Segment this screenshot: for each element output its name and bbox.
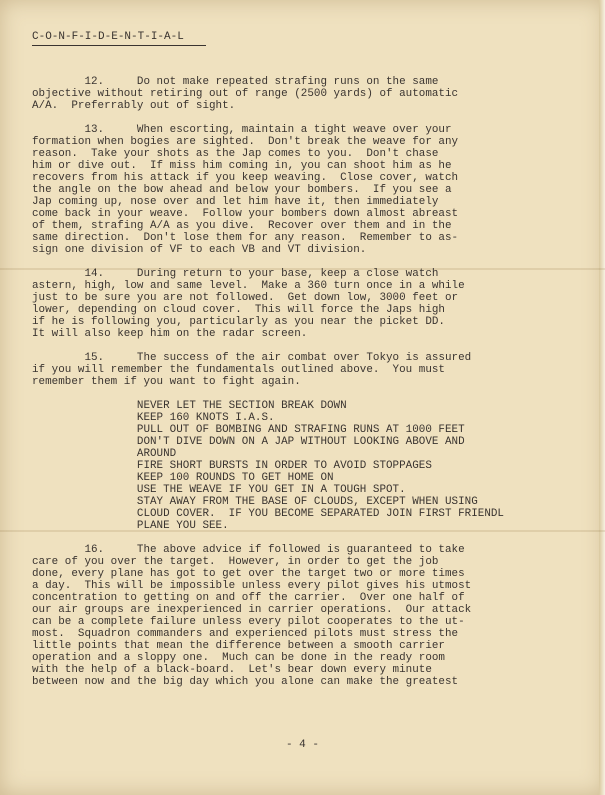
header-underline	[32, 45, 206, 46]
text-line: just to be sure you are not followed. Get down low, 3000 feet or	[32, 292, 459, 304]
text-line: DON'T DIVE DOWN ON A JAP WITHOUT LOOKING ABOVE AND	[32, 436, 465, 448]
text-line: with the help of a black-board. Let's bear down every minute	[32, 664, 432, 676]
text-line: objective without retiring out of range (2500 yards) of automatic	[32, 88, 459, 100]
text-line: between now and the big day which you alone can make the greatest	[32, 676, 459, 688]
page-number: - 4 -	[285, 739, 319, 751]
text-line: our air groups are inexperienced in carrier operations. Our attack	[32, 604, 472, 616]
text-line: 14. During return to your base, keep a close watch	[32, 268, 439, 280]
page-edge	[599, 0, 605, 795]
text-line: 12. Do not make repeated strafing runs on the same	[32, 76, 439, 88]
text-line: done, every plane has got to get over the target two or more times	[32, 568, 465, 580]
text-line: USE THE WEAVE IF YOU GET IN A TOUGH SPOT.	[32, 484, 406, 496]
text-line: reason. Take your shots as the Jap comes to you. Don't chase	[32, 148, 439, 160]
text-line: can be a complete failure unless every pilot cooperates to the ut-	[32, 616, 465, 628]
text-line: 13. When escorting, maintain a tight weave over your	[32, 124, 452, 136]
text-line: formation when bogies are sighted. Don't break the weave for any	[32, 136, 459, 148]
text-line: most. Squadron commanders and experienced pilots must stress the	[32, 628, 459, 640]
text-line: if he is following you, particularly as you near the picket DD.	[32, 316, 445, 328]
text-line: come back in your weave. Follow your bombers down almost abreast	[32, 208, 459, 220]
text-line: AROUND	[32, 448, 177, 460]
text-line: KEEP 100 ROUNDS TO GET HOME ON	[32, 472, 334, 484]
text-line: It will also keep him on the radar screen.	[32, 328, 308, 340]
text-line: care of you over the target. However, in order to get the job	[32, 556, 439, 568]
text-line: him or dive out. If miss him coming in, you can shoot him as he	[32, 160, 452, 172]
text-line: CLOUD COVER. IF YOU BECOME SEPARATED JOIN FIRST FRIENDL	[32, 508, 504, 520]
text-line: recovers from his attack if you keep weaving. Close cover, watch	[32, 172, 459, 184]
text-line: PULL OUT OF BOMBING AND STRAFING RUNS AT 1000 FEET	[32, 424, 465, 436]
text-line: KEEP 160 KNOTS I.A.S.	[32, 412, 275, 424]
text-line: little points that mean the difference between a smooth carrier	[32, 640, 445, 652]
text-line: Jap coming up, nose over and let him have it, then immediately	[32, 196, 439, 208]
text-line: the angle on the bow ahead and below your bombers. If you see a	[32, 184, 452, 196]
text-line: of them, strafing A/A as you dive. Recover over them and in the	[32, 220, 452, 232]
text-line: PLANE YOU SEE.	[32, 520, 229, 532]
text-line: concentration to getting on and off the carrier. Over one half of	[32, 592, 465, 604]
confidential-header: C-O-N-F-I-D-E-N-T-I-A-L	[32, 31, 184, 43]
text-line: if you will remember the fundamentals outlined above. You must	[32, 364, 445, 376]
text-line: astern, high, low and same level. Make a 360 turn once in a while	[32, 280, 465, 292]
text-line: FIRE SHORT BURSTS IN ORDER TO AVOID STOPPAGES	[32, 460, 432, 472]
text-line: a day. This will be impossible unless every pilot gives his utmost	[32, 580, 472, 592]
text-line: 15. The success of the air combat over Tokyo is assured	[32, 352, 472, 364]
text-line: STAY AWAY FROM THE BASE OF CLOUDS, EXCEPT WHEN USING	[32, 496, 478, 508]
text-line: A/A. Preferrably out of sight.	[32, 100, 236, 112]
text-line: sign one division of VF to each VB and VT division.	[32, 244, 367, 256]
text-line: operation and a sloppy one. Much can be done in the ready room	[32, 652, 445, 664]
text-line: 16. The above advice if followed is guaranteed to take	[32, 544, 465, 556]
text-line: same direction. Don't lose them for any reason. Remember to as-	[32, 232, 459, 244]
text-line: lower, depending on cloud cover. This will force the Japs high	[32, 304, 445, 316]
text-line: remember them if you want to fight again.	[32, 376, 301, 388]
text-line: NEVER LET THE SECTION BREAK DOWN	[32, 400, 347, 412]
